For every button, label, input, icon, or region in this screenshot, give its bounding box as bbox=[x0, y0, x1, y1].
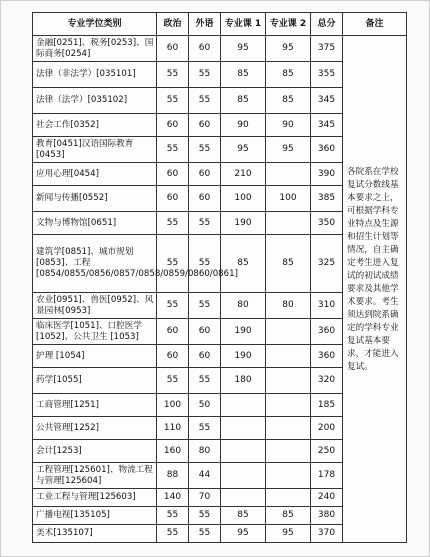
score-table bbox=[32, 12, 407, 543]
row-language: 55 bbox=[189, 88, 221, 114]
row-total: 345 bbox=[311, 114, 343, 137]
row-category: 社会工作[0352] bbox=[33, 114, 157, 137]
row-category: 农业[0951]、兽医[0952]、风景园林[0953] bbox=[33, 293, 157, 319]
row-category: 应用心理[0454] bbox=[33, 163, 157, 186]
row-course1: 90 bbox=[221, 114, 266, 137]
row-total: 360 bbox=[311, 319, 343, 345]
row-total: 385 bbox=[311, 186, 343, 212]
row-language: 55 bbox=[189, 137, 221, 163]
row-course1 bbox=[221, 489, 266, 507]
row-language: 55 bbox=[189, 293, 221, 319]
row-course2: 85 bbox=[266, 507, 311, 525]
row-course1 bbox=[221, 463, 266, 489]
row-language: 60 bbox=[189, 319, 221, 345]
header-course2: 专业课 2 bbox=[266, 13, 311, 36]
row-course2: 80 bbox=[266, 293, 311, 319]
row-politics: 140 bbox=[157, 489, 189, 507]
row-politics: 55 bbox=[157, 88, 189, 114]
row-politics: 55 bbox=[157, 525, 189, 543]
row-language: 55 bbox=[189, 235, 221, 293]
row-total: 200 bbox=[311, 417, 343, 440]
row-politics: 55 bbox=[157, 212, 189, 235]
row-language: 70 bbox=[189, 489, 221, 507]
row-politics: 55 bbox=[157, 293, 189, 319]
row-politics: 100 bbox=[157, 394, 189, 417]
row-total: 380 bbox=[311, 507, 343, 525]
row-course2 bbox=[266, 319, 311, 345]
row-category: 药学[1055] bbox=[33, 368, 157, 394]
row-course2 bbox=[266, 163, 311, 186]
row-politics: 60 bbox=[157, 163, 189, 186]
row-politics: 60 bbox=[157, 36, 189, 62]
row-course1: 95 bbox=[221, 525, 266, 543]
row-course1 bbox=[221, 417, 266, 440]
row-category: 金融[0251]、税务[0253]、国际商务[0254] bbox=[33, 36, 157, 62]
row-politics: 60 bbox=[157, 114, 189, 137]
row-category: 法律（非法学）[035101] bbox=[33, 62, 157, 88]
row-course1: 85 bbox=[221, 62, 266, 88]
row-category: 临床医学[1051]、口腔医学[1052]、公共卫生 [1053] bbox=[33, 319, 157, 345]
row-language: 55 bbox=[189, 417, 221, 440]
header-course1: 专业课 1 bbox=[221, 13, 266, 36]
row-total: 250 bbox=[311, 440, 343, 463]
row-politics: 60 bbox=[157, 186, 189, 212]
row-course1: 85 bbox=[221, 88, 266, 114]
row-course1: 190 bbox=[221, 212, 266, 235]
header-politics: 政治 bbox=[157, 13, 189, 36]
row-course1: 85 bbox=[221, 235, 266, 293]
row-course2 bbox=[266, 463, 311, 489]
row-category: 工程管理[125601]、物流工程与管理[125604] bbox=[33, 463, 157, 489]
row-language: 60 bbox=[189, 114, 221, 137]
row-course2: 85 bbox=[266, 88, 311, 114]
row-course2: 95 bbox=[266, 137, 311, 163]
row-total: 185 bbox=[311, 394, 343, 417]
row-total: 320 bbox=[311, 368, 343, 394]
row-course2 bbox=[266, 345, 311, 368]
row-language: 55 bbox=[189, 62, 221, 88]
row-course2: 90 bbox=[266, 114, 311, 137]
row-politics: 55 bbox=[157, 137, 189, 163]
row-category: 公共管理[1252] bbox=[33, 417, 157, 440]
row-language: 60 bbox=[189, 345, 221, 368]
row-language: 55 bbox=[189, 368, 221, 394]
row-course1 bbox=[221, 394, 266, 417]
row-course2: 95 bbox=[266, 525, 311, 543]
header-category: 专业学位类别 bbox=[33, 13, 157, 36]
row-total: 390 bbox=[311, 163, 343, 186]
row-category: 建筑学[0851]、城市规划[0853]、工程[0854/0855/0856/0857/0858/0859/0860/0861] bbox=[33, 235, 157, 293]
row-course1: 85 bbox=[221, 507, 266, 525]
header-note: 备注 bbox=[343, 13, 407, 36]
row-category: 教育[0451]汉语国际教育[0453] bbox=[33, 137, 157, 163]
row-politics: 110 bbox=[157, 417, 189, 440]
row-course2: 85 bbox=[266, 235, 311, 293]
row-course1: 210 bbox=[221, 163, 266, 186]
row-total: 350 bbox=[311, 212, 343, 235]
row-course2: 100 bbox=[266, 186, 311, 212]
row-total: 360 bbox=[311, 137, 343, 163]
row-politics: 60 bbox=[157, 319, 189, 345]
row-category: 工业工程与管理[125603] bbox=[33, 489, 157, 507]
row-politics: 88 bbox=[157, 463, 189, 489]
remarks-cell: 各院系在学校复试分数线基本要求之上，可根据学科专业特点及生源和招生计划等情况，自主确定考生进入复试的初试成绩要求及其他学术要求。考生须达到院系确定的学科专业复试基本要求，才能进入复试。 bbox=[343, 36, 407, 543]
row-category: 会计[1253] bbox=[33, 440, 157, 463]
row-politics: 160 bbox=[157, 440, 189, 463]
row-total: 325 bbox=[311, 235, 343, 293]
row-total: 345 bbox=[311, 88, 343, 114]
row-language: 55 bbox=[189, 507, 221, 525]
row-total: 370 bbox=[311, 525, 343, 543]
row-language: 50 bbox=[189, 394, 221, 417]
table-row bbox=[33, 36, 407, 62]
header-language: 外语 bbox=[189, 13, 221, 36]
row-total: 240 bbox=[311, 489, 343, 507]
row-course1: 190 bbox=[221, 319, 266, 345]
row-course2 bbox=[266, 368, 311, 394]
row-category: 护理 [1054] bbox=[33, 345, 157, 368]
row-category: 工商管理[1251] bbox=[33, 394, 157, 417]
header-row bbox=[33, 13, 407, 36]
row-category: 美术[135107] bbox=[33, 525, 157, 543]
row-course2 bbox=[266, 440, 311, 463]
row-politics: 60 bbox=[157, 345, 189, 368]
row-course1: 95 bbox=[221, 137, 266, 163]
row-category: 法律（法学）[035102] bbox=[33, 88, 157, 114]
row-politics: 55 bbox=[157, 62, 189, 88]
row-politics: 55 bbox=[157, 507, 189, 525]
row-language: 44 bbox=[189, 463, 221, 489]
row-language: 55 bbox=[189, 525, 221, 543]
row-course2 bbox=[266, 489, 311, 507]
row-course2 bbox=[266, 417, 311, 440]
row-total: 375 bbox=[311, 36, 343, 62]
row-language: 55 bbox=[189, 212, 221, 235]
row-politics: 55 bbox=[157, 235, 189, 293]
row-total: 178 bbox=[311, 463, 343, 489]
row-politics: 55 bbox=[157, 368, 189, 394]
row-course1 bbox=[221, 440, 266, 463]
row-course1: 80 bbox=[221, 293, 266, 319]
row-course2 bbox=[266, 394, 311, 417]
row-total: 310 bbox=[311, 293, 343, 319]
row-category: 文物与博物馆[0651] bbox=[33, 212, 157, 235]
row-course2 bbox=[266, 212, 311, 235]
row-total: 355 bbox=[311, 62, 343, 88]
row-language: 60 bbox=[189, 36, 221, 62]
row-course2: 85 bbox=[266, 62, 311, 88]
row-course1: 95 bbox=[221, 36, 266, 62]
row-language: 80 bbox=[189, 440, 221, 463]
row-course1: 190 bbox=[221, 345, 266, 368]
header-total: 总分 bbox=[311, 13, 343, 36]
row-course1: 180 bbox=[221, 368, 266, 394]
row-language: 60 bbox=[189, 186, 221, 212]
row-course1: 100 bbox=[221, 186, 266, 212]
row-category: 新闻与传播[0552] bbox=[33, 186, 157, 212]
row-total: 360 bbox=[311, 345, 343, 368]
row-category: 广播电视[135105] bbox=[33, 507, 157, 525]
row-course2: 95 bbox=[266, 36, 311, 62]
row-language: 60 bbox=[189, 163, 221, 186]
